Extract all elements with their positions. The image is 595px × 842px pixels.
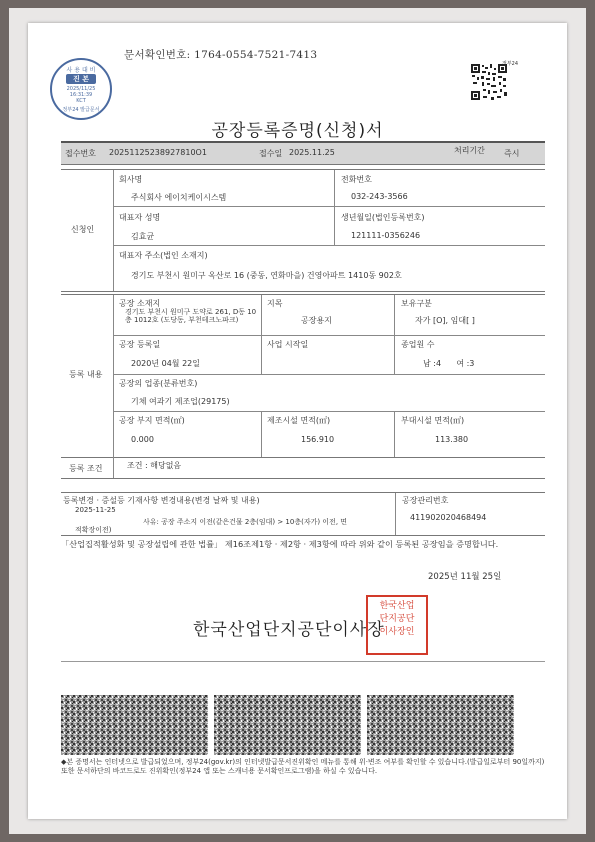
representative-label: 대표자 성명: [119, 213, 161, 222]
representative-name: 김효균: [131, 232, 155, 241]
birth-value: 121111-0356246: [351, 231, 421, 240]
factory-location-value: 경기도 부천시 원미구 도약로 261, D동 10층 1012호 (도당동, 부천테크노파크): [125, 308, 257, 324]
phone-label: 전화번호: [341, 175, 372, 184]
conditions-section: [61, 456, 545, 479]
footer-notice: ◆본 증명서는 인터넷으로 발급되었으며, 정부24(gov.kr)의 인터넷발급문서진위확인 메뉴를 통해 위·변조 여부를 확인할 수 있습니다.(발급일로부터 90일까지) 또한 문서하단의 바코드로도 진위확인(정부24 앱 또는 스캐너용 문서확인프로그램)을 하실 수 있습니다.: [61, 758, 545, 775]
period-value: 즉시: [504, 149, 520, 158]
management-number-value: 411902020468494: [410, 513, 487, 522]
header-row: [61, 141, 545, 165]
divider: [61, 661, 545, 662]
industry-label: 공장의 업종(분류번호): [119, 379, 198, 388]
factory-location-label: 공장 소재지: [119, 299, 161, 308]
barcode-3-icon: [367, 695, 514, 755]
company-label: 회사명: [119, 175, 143, 184]
registration-date-label: 공장 등록일: [119, 340, 161, 349]
registration-date-value: 2020년 04월 22일: [131, 359, 200, 368]
manufacturing-area-label: 제조시설 면적(㎡): [267, 416, 331, 425]
official-red-seal-icon: 한국산업 단지공단 이사장인: [366, 595, 428, 655]
ownership-label: 보유구분: [401, 299, 432, 308]
company-name: 주식회사 에이치케이시스템: [131, 193, 227, 202]
conditions-label: 등록 조건: [69, 464, 103, 473]
manufacturing-area-value: 156.910: [301, 435, 335, 444]
issue-date: 2025년 11월 25일: [428, 572, 502, 582]
change-content: 사유: 공장 주소지 이전(같은건물 2층(임대) > 10층(자가) 이전, 면: [143, 518, 348, 526]
changes-section: [61, 492, 545, 536]
change-content-cont: 적확장이전): [75, 526, 112, 534]
certification-statement: 「산업집적활성화 및 공장설립에 관한 법률」 제16조제1항 · 제2항 · 제3항에 따라 위와 같이 등록된 공장임을 증명합니다.: [61, 539, 499, 549]
registration-section: [61, 294, 545, 458]
issuer-name: 한국산업단지공단이사장: [193, 620, 385, 640]
receipt-date: 2025.11.25: [289, 148, 335, 157]
management-number-label: 공장관리번호: [402, 496, 449, 505]
applicant-section: [61, 169, 545, 292]
applicant-section-label: 신청인: [71, 225, 95, 234]
registration-section-label: 등록 내용: [69, 370, 103, 379]
conditions-value: 조건 : 해당없음: [127, 461, 182, 470]
employees-value: 남 :4 여 :3: [423, 359, 475, 368]
period-label: 처리기간: [454, 146, 485, 155]
ownership-value: 자가 [O], 임대[ ]: [415, 316, 475, 325]
site-area-label: 공장 부지 면적(㎡): [119, 416, 185, 425]
business-start-label: 사업 시작일: [267, 340, 309, 349]
phone-number: 032-243-3566: [351, 192, 408, 201]
land-category-value: 공장용지: [301, 316, 332, 325]
land-category-label: 지목: [267, 299, 283, 308]
barcode-2-icon: [214, 695, 361, 755]
barcode-1-icon: [61, 695, 208, 755]
change-date: 2025-11-25: [75, 506, 116, 514]
auxiliary-area-label: 부대시설 면적(㎡): [401, 416, 465, 425]
address-value: 경기도 부천시 원미구 옥산로 16 (중동, 연화마을) 건영아파트 1410동 902호: [131, 271, 402, 280]
authenticity-seal-icon: 사 용 대 비 진 본 2025/11/25 16:31:39 KCT 정부24 발급문서: [50, 58, 112, 120]
employees-label: 종업원 수: [401, 340, 435, 349]
document-number: 문서확인번호: 1764-0554-7521-7413: [124, 49, 318, 61]
changes-label: 등록변경 · 증설등 기재사항 변경내용(변경 날짜 및 내용): [63, 496, 260, 505]
receipt-date-label: 접수일: [259, 149, 283, 158]
receipt-number: 20251125238927810O1: [109, 148, 207, 157]
birth-label: 생년월일(법인등록번호): [341, 213, 425, 222]
document-title: 공장등록증명(신청)서: [211, 121, 384, 141]
site-area-value: 0.000: [131, 435, 154, 444]
auxiliary-area-value: 113.380: [435, 435, 469, 444]
gov24-label: 정부24: [502, 61, 519, 67]
receipt-label: 접수번호: [65, 149, 96, 158]
industry-value: 기체 여과기 제조업(29175): [131, 397, 230, 406]
address-label: 대표자 주소(법인 소재지): [119, 251, 208, 260]
certificate-sheet: [28, 23, 567, 819]
